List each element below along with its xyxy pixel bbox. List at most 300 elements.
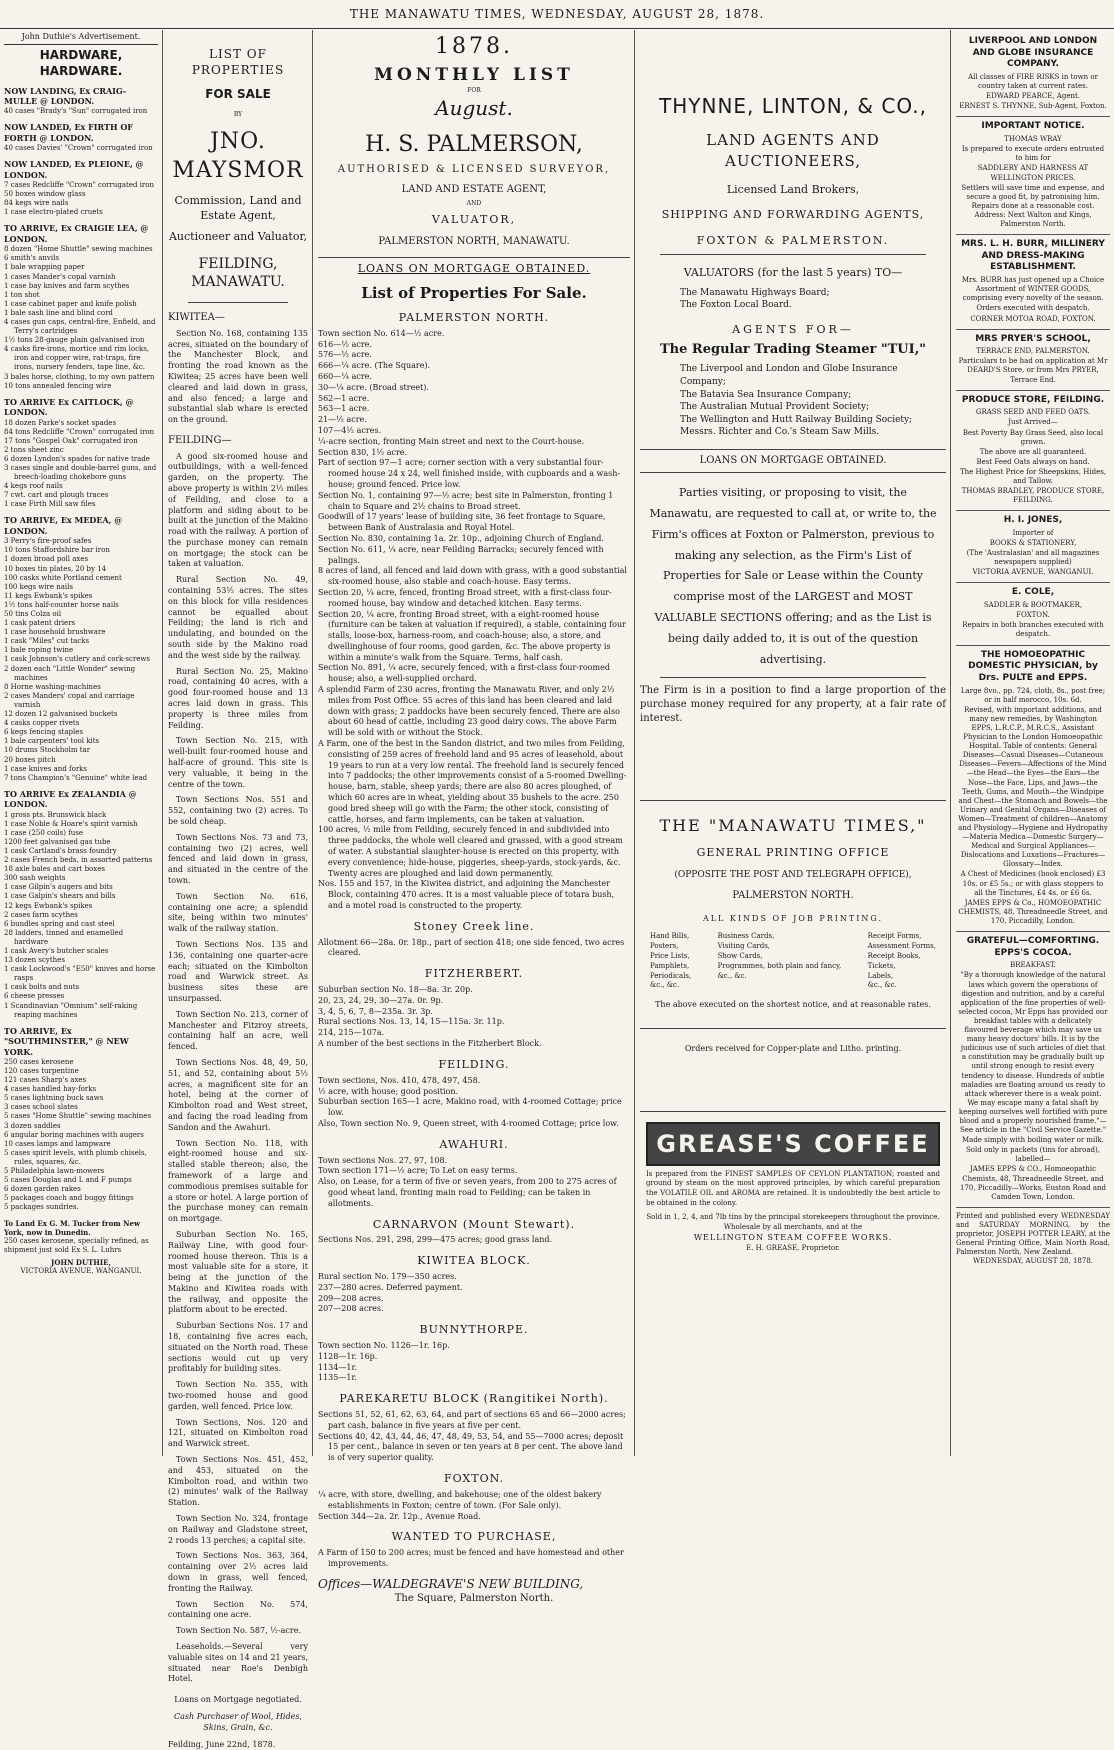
ad-line: Mrs. BURR has just opened up a Choice Assortment of WINTER GOODS, comprising every novelty of the season. [961, 276, 1105, 303]
thynne-brokers: Licensed Land Brokers, [726, 183, 860, 196]
stock-item: 84 tons Redcliffe "Crown" corrugated iron [4, 427, 155, 436]
section-heading: AWAHURI. [439, 1137, 509, 1151]
kiwitea-heading: KIWITEA— [168, 312, 225, 324]
steamer-tui: The Regular Trading Steamer "TUI," [659, 342, 927, 358]
agent-item: Messrs. Richter and Co.'s Steam Saw Mills. [680, 427, 880, 438]
property-line: 666—¼ acre. (The Square). [318, 361, 431, 371]
stock-item: 50 boxes window glass [4, 190, 86, 199]
property-line: Town sections, Nos. 410, 478, 497, 458. [318, 1075, 481, 1085]
property-paragraph: Suburban Sections Nos. 17 and 18, containing five acres each, situated on the North road. These sections would cut up very profitably for building sites. [168, 1321, 308, 1374]
stock-item: 1½ tons half-counter horse nails [4, 600, 119, 609]
stock-item: 2 cases French beds, in assorted patterns [4, 856, 153, 865]
maysmor-place: FEILDING, MANAWATU. [191, 255, 285, 291]
stock-item: 3 Perry's fire-proof safes [4, 537, 92, 546]
property-paragraph: Leaseholds.—Several very valuable sites on 14 and 21 years, situated near Roe's Denbigh Hotel. [168, 1642, 308, 1684]
ad-title: THE HOMOEOPATHIC DOMESTIC PHYSICIAN, by Drs. PULTE and EPPS. [968, 649, 1098, 683]
stock-item: 5 Philadelphia lawn-mowers [4, 1167, 105, 1176]
property-paragraph: Town Section No. 574, containing one acre. [168, 1599, 308, 1620]
property-line: 20, 23, 24, 29, 30—27a. 0r. 9p. [318, 995, 444, 1005]
duthie-column [0, 30, 162, 1456]
stock-item: 8 Horne washing-machines [4, 682, 101, 691]
printing-item: Pamphlets, [650, 961, 690, 970]
agent-item: The Australian Mutual Provident Society; [680, 402, 870, 413]
ad-line: A Chest of Medicines (book enclosed) £3 10s. or £5 5s.; or with glass stoppers to all the Tinctures, £4 4s. or £6 6s. [960, 870, 1106, 897]
valuators-heading: VALUATORS (for the last 5 years) TO— [683, 266, 903, 280]
stock-item: 11 kegs Ewbank's spikes [4, 591, 93, 600]
property-paragraph: Town Sections Nos. 363, 364, containing over 2½ acres laid down in grass, well fenced, fronting the Railway. [168, 1551, 308, 1593]
stock-item: 1 cask patent driers [4, 619, 76, 628]
stock-item: 1 case Noble & Hoare's spirit varnish [4, 819, 138, 828]
offices-address: The Square, Palmerston North. [394, 1592, 554, 1604]
maysmor-date: Feilding, June 22nd, 1878. [168, 1739, 276, 1749]
agent-item: The Wellington and Hutt Railway Building Society; [680, 414, 913, 425]
year: 1878. [435, 34, 513, 59]
maysmor-role-1: Commission, Land and Estate Agent, [174, 194, 302, 222]
printing-item: Business Cards, [717, 932, 775, 941]
ad-title: MRS. L. H. BURR, MILLINERY AND DRESS-MAKING ESTABLISHMENT. [961, 239, 1105, 273]
property-paragraph: Town Section No. 213, corner of Manchester and Fitzroy streets, containing half an acre, well fenced. [168, 1009, 308, 1052]
section-heading: WANTED TO PURCHASE, [391, 1530, 557, 1544]
ad-box [956, 330, 1110, 391]
palmerson-name: H. S. PALMERSON, [365, 131, 583, 157]
ad-box [956, 511, 1110, 583]
printing-column [868, 932, 936, 991]
stock-item: 2 dozen each "Little Wonder" sewing machines [4, 664, 136, 682]
section-heading: NOW LANDING, Ex CRAIG-MULLE @ LONDON. [4, 85, 127, 106]
for-label: FOR [467, 86, 481, 94]
stock-item: 7 tons Champion's "Genuine" white lead [4, 773, 148, 782]
stock-item: 5 packages coach and buggy fittings [4, 1194, 134, 1203]
stock-item: 1 case cabinet paper and knife polish [4, 299, 137, 308]
ad-line: Best Poverty Bay Grass Seed, also local grown. [962, 428, 1104, 446]
property-line: Town section No. 614—½ acre. [318, 328, 445, 338]
ad-line: CORNER MOTOA ROAD, FOXTON. [970, 314, 1096, 323]
stock-item: 2 tons sheet zinc [4, 445, 64, 454]
stock-item: 300 sash weights [4, 874, 66, 883]
printing-item: Tickets, [867, 961, 896, 970]
stock-item: 12 kegs Ewbank's spikes [4, 901, 93, 910]
stock-item: 1 cask Johnson's cutlery and cork-screws [4, 655, 151, 664]
stock-item: 10 boxes tin plates, 20 by 14 [4, 564, 107, 573]
stock-item: 10 cases lamps and lampware [4, 1139, 111, 1148]
property-sections [318, 311, 630, 1570]
property-paragraph: Rural Section No. 25, Makino road, containing 40 acres, with a good four-roomed house and 13 acres laid down in grass. This property is three miles from Feilding. [168, 666, 308, 730]
stock-item: 6 angular boring machines with augers [4, 1130, 144, 1139]
greases-coffee-banner: GREASE'S COFFEE [646, 1122, 940, 1166]
ad-line: FOXTON. [1016, 611, 1050, 620]
property-line: A Farm of 150 to 200 acres; must be fenced and have homestead and other improvements. [318, 1548, 624, 1568]
stock-item: 3 bales horse, clothing, to my own pattern [4, 372, 155, 381]
thynne-column [636, 30, 950, 1456]
stock-item: 1 case Gilpin's augers and bits [4, 883, 113, 892]
stock-item: 18 axle bales and cart boxes [4, 865, 105, 874]
property-line: Section 344—2a. 2r. 12p., Avenue Road. [318, 1511, 481, 1521]
ad-line: Is prepared to execute orders entrusted to him for [961, 145, 1105, 163]
property-paragraph: Town Sections Nos. 551 and 552, containing two (2) acres. To be sold cheap. [168, 795, 308, 827]
greases-wholesale: Wholesale by all merchants, and at the [723, 1222, 863, 1231]
stock-item: 5 packages sundries. [4, 1203, 79, 1212]
ad-line: SADDLERY AND HARNESS AT WELLINGTON PRICES. [977, 164, 1089, 182]
wool-note: Cash Purchaser of Wool, Hides, Skins, Grain, &c. [174, 1711, 302, 1732]
stock-item: 18 dozen Parke's socket spades [4, 418, 117, 427]
printing-item: Receipt Books, [867, 952, 921, 961]
stock-item: 12 dozen 12 galvanised buckets [4, 710, 118, 719]
printing-item: &c., &c. [650, 981, 680, 990]
section-heading: PAREKARETU BLOCK (Rangitikei North). [339, 1392, 609, 1406]
property-line: Section 20, ¼ acre, fenced, fronting Broad street, with a first-class four-roomed house, bay window and detached kitchen. Easy terms. [318, 587, 612, 608]
stock-item: 1 gross pts. Brunswick black [4, 810, 107, 819]
printing-item: Visiting Cards, [717, 942, 771, 951]
opposite-office: (OPPOSITE THE POST AND TELEGRAPH OFFICE), [674, 869, 912, 880]
property-line: Town sections Nos. 27, 97, 108. [318, 1155, 448, 1165]
stock-item: 7 cases Redcliffe "Crown" corrugated iron [4, 181, 154, 190]
copper-plate: Orders received for Copper-plate and Litho. printing. [640, 1028, 946, 1054]
property-line: Sections 51, 52, 61, 62, 63, 64, and part of sections 65 and 66—2000 acres; part cash, balance in five years at five per cent. [318, 1410, 626, 1430]
ad-title: IMPORTANT NOTICE. [981, 121, 1085, 132]
property-paragraph: A good six-roomed house and outbuildings, with a well-fenced garden, on the property. The above property is within 2½ miles of Feilding, and close to a platform and siding about to be built at the junction of the Makino road with the railway. A portion of the purchase money can remain on mortgage; the stock can be taken at valuation. [168, 451, 308, 569]
property-paragraph: Town Section No. 118, with eight-roomed house and six-stalled stable thereon; also, the framework of a large and commodious premises suitable for a store or hotel. A large portion of the purchase money can remain on mortgage. [168, 1138, 308, 1224]
property-paragraph: Town Sections Nos. 451, 452, and 453, situated on the Kimbolton road, and within two (2) minutes' walk of the Railway Station. [168, 1455, 308, 1508]
valuator-item: The Manawatu Highways Board; [680, 287, 830, 298]
ad-title: PRODUCE STORE, FEILDING. [961, 394, 1105, 405]
property-paragraph: Town Sections, Nos. 120 and 121, situated on Kimbolton road and Warwick street. [168, 1417, 308, 1449]
property-line: 660—¼ acre. [318, 371, 372, 381]
property-line: Sections 40, 42, 43, 44, 46, 47, 48, 49, 53, 54, and 55—7000 acres; deposit 15 per cent., balance in seven or ten years at 8 per cent. The above land is of very superior quality. [318, 1431, 624, 1463]
stock-item: 6 cheese presses [4, 992, 65, 1001]
greases-proprietor: E. H. GREASE, Proprietor. [746, 1243, 840, 1252]
agents-heading: AGENTS FOR— [732, 322, 854, 336]
ad-line: Made simply with boiling water or milk. [961, 1136, 1105, 1145]
property-line: 562—1 acre. [318, 393, 370, 403]
stock-item: 1 ton shot [4, 290, 40, 299]
printing-column [650, 932, 691, 991]
section-heading: TO ARRIVE Ex ZEALANDIA @ LONDON. [4, 788, 137, 810]
printing-item: Programmes, both plain and fancy, [717, 961, 842, 970]
property-paragraph: Section No. 168, containing 135 acres, situated on the boundary of the Manchester Block, and fronting the road known as the Kiwitea; 25 acres have been well cleared and laid down in grass, and also fenced; a large and substantial slab whare is erected on the ground. [168, 328, 308, 425]
stock-item: 3 dozen saddles [4, 1121, 61, 1130]
property-line: A Farm, one of the best in the Sandon district, and two miles from Feilding, consisting of 259 acres of freehold land and 95 acres of leasehold, about 19 years to run at a very low rental. The freehold land is securely fenced into 7 paddocks; the other improvements consist of a 5-roomed Dwelling-house, barn, stable, sheep yards; there are also 80 acres ploughed, of which 60 acres are in wheat, yielding about 35 bushels to the acre. 250 good bred sheep will go with the Farm; the other stock, consisting of cattle, horses, and farm implements, can be taken at valuation. [318, 739, 627, 824]
stock-item: 120 cases turpentine [4, 1067, 79, 1075]
mortgage-note: Loans on Mortgage negotiated. [174, 1695, 302, 1705]
property-line: 616—½ acre. [318, 339, 372, 349]
property-line: Section No. 830, containing 1a. 2r. 10p., adjoining Church of England. [318, 533, 604, 543]
thynne-shipping: SHIPPING AND FORWARDING AGENTS, [661, 208, 925, 222]
property-line: 1134—1r. [318, 1362, 357, 1372]
section-heading: TO ARRIVE, Ex CRAIGIE LEA, @ LONDON. [4, 223, 149, 244]
ad-line: THOMAS WRAY [1004, 135, 1062, 144]
ad-line: Revised, with important additions, and many new remedies, by Washington EPPS, L.R.C.P., M.R.C.S., Assistant Physician to the London Homoeopathic Hospital. Table of contents: General Diseases—Casual Diseases—Cutaneous Diseases—Fevers—Affections of the Mind—the Head—the Eyes—the Ears—the Nose—the Face, Lips, and Jaws—the Teeth, Gums, and Mouth—the Windpipe and Chest—the Stomach and Bowels—the Urinary and Genital Organs—Diseases of Women—Treatment of children—Anatomy and Physiology—Hygiene and Hydropathy—Materia Medica—Domestic Surgery—Medical and Surgical Appliances—Dislocations and Luxations—Fractures—Glossary—Index. [958, 705, 1108, 869]
stock-item: 1½ tons 28-gauge plain galvanised iron [4, 336, 145, 345]
palmerson-role-1: AUTHORISED & LICENSED SURVEYOR, [337, 164, 611, 176]
ad-line: Large 8vo., pp. 724, cloth, 8s., post free; or in half morocco, 10s. 6d. [960, 686, 1106, 704]
stock-item: 1 cases Mander's copal varnish [4, 272, 116, 281]
duthie-title: John Duthie's Advertisement. [4, 32, 158, 45]
by-label: BY [233, 110, 243, 118]
stock-item: 100 kegs wire nails [4, 582, 73, 591]
ad-line: SADDLER & BOOTMAKER, [983, 601, 1083, 610]
printing-office: GENERAL PRINTING OFFICE [696, 846, 890, 860]
times-title: THE "MANAWATU TIMES," [659, 815, 927, 835]
stock-item: 4 casks fire-irons, mortice and rim locks, iron and copper wire, rat-traps, fire irons, nursery fenders, tape line, &c. [4, 345, 150, 372]
ad-line: Just Arrived— [1008, 418, 1058, 427]
ad-line: VICTORIA AVENUE, WANGANUI. [972, 568, 1094, 577]
property-paragraph: Town Section No. 355, with two-roomed house and good garden, well fenced. Price low. [168, 1380, 308, 1411]
stock-item: 5 cases lightning buck saws [4, 1094, 104, 1103]
ad-line: Repairs in both branches executed with despatch. [962, 621, 1104, 639]
stock-item: 84 kegs wire nails [4, 199, 69, 208]
thynne-role: LAND AGENTS AND AUCTIONEERS, [706, 131, 880, 170]
ad-title: E. COLE, [1011, 587, 1055, 598]
agents-list [680, 363, 946, 439]
stock-item: 20 boxes pitch [4, 755, 56, 764]
hardware-heading: HARDWARE, HARDWARE. [39, 48, 123, 78]
property-line: 237—280 acres. Deferred payment. [318, 1282, 463, 1292]
column-rule [162, 30, 163, 1456]
property-paragraph: Rural Section No. 49, containing 53½ acres. The sites on this block for villa residences cannot be equalled about Feilding; the land is rich and undulating, and bounded on the south side by the Makino road and the west side by the railway. [168, 575, 308, 660]
stock-item: 1 case electro-plated cruets [4, 208, 103, 217]
palmerson-role-3: VALUATOR, [431, 212, 517, 226]
list-of-properties-title: LIST OF PROPERTIES [191, 47, 285, 78]
ad-line: BOOKS & STATIONERY, [989, 539, 1077, 548]
stock-item: 40 cases "Brady's "Sun" corrugated iron [4, 107, 148, 116]
palmerson-column [314, 30, 634, 1604]
property-line: Goodwill of 17 years' lease of building site, 36 feet frontage to Square, between Bank of Australasia and Royal Hotel. [318, 512, 606, 533]
printing-item: &c., &c. [717, 971, 747, 980]
separator [660, 254, 926, 255]
ad-line: Orders executed with despatch. [976, 304, 1090, 313]
duthie-sections [4, 86, 158, 1213]
property-paragraph: Town Sections Nos. 48, 49, 50, 51, and 52, containing about 5½ acres, a magnificent site for an hotel, being at the corner of Kimbolton road and West street, and facing the road leading from Sandon and the Awahuri. [168, 1057, 308, 1132]
property-line: 30—¼ acre. (Broad street). [318, 382, 429, 392]
property-paragraph: Town Sections Nos. 135 and 136, containing one quarter-acre each; situated on the Kimbolton road and Warwick street. As business sites these are unsurpassed. [168, 939, 308, 1003]
property-line: Sections Nos. 291, 298, 299—475 acres; good grass land. [318, 1235, 553, 1245]
property-line: 1128—1r. 16p. [318, 1351, 378, 1361]
ad-box [956, 583, 1110, 645]
stock-item: 1 cask Avery's butcher scales [4, 946, 109, 955]
list-title: List of Properties For Sale. [361, 283, 587, 302]
printing-item: Show Cards, [717, 952, 763, 961]
stock-item: 4 casks copper rivets [4, 719, 80, 728]
duthie-name: JOHN DUTHIE, [51, 1257, 111, 1267]
stock-item: 1 case Galpin's shears and bills [4, 892, 116, 901]
palmerson-role-2: LAND AND ESTATE AGENT, [401, 183, 547, 195]
section-heading: PALMERSTON NORTH. [398, 310, 550, 324]
section-heading: CARNARVON (Mount Stewart). [372, 1217, 576, 1231]
section-heading: FEILDING. [438, 1057, 510, 1071]
ad-line: ERNEST S. THYNNE, Sub-Agent, Foxton. [959, 102, 1107, 111]
column-rule [634, 30, 635, 1456]
shortest-notice: The above executed on the shortest notice, and at reasonable rates. [655, 1000, 931, 1010]
property-line: Section 20, ¼ acre, fronting Broad street, with a eight-roomed house (furniture can be taken at valuation if required), a stable, containing four stalls, loose-box, harness-room, and coach-house; also, a store, and dwellinghouse of four rooms, good garden, &c. The above property is within a minute's walk from the Square. Terms, half cash. [318, 609, 626, 662]
stock-item: 1 cask "Miles" cut tacks [4, 637, 90, 646]
stock-item: 6 dozen Lyndon's spades for native trade [4, 454, 150, 463]
printing-item: Hand Bills, [650, 932, 690, 941]
duthie-footer-2: 250 cases kerosene, specially refined, as shipment just sold Ex S. L. Luhrs [4, 1236, 149, 1254]
thynne-place: FOXTON & PALMERSTON. [696, 233, 890, 247]
property-line: A number of the best sections in the Fitzherbert Block. [318, 1039, 542, 1049]
stock-item: 4 kegs roof nails [4, 482, 63, 491]
stock-item: 10 tons annealed fencing wire [4, 381, 112, 390]
printing-item: Assessment Forms, [867, 942, 936, 951]
property-line: 563—1 acre. [318, 404, 370, 414]
ad-line: EDWARD PEARCE, Agent. [985, 92, 1081, 101]
property-line: Part of section 97—1 acre; corner section with a very substantial four-roomed house 24 x 24, well finished inside, with cupboards and a wash-house; ground fenced. Price low. [318, 458, 621, 489]
printing-item: Posters, [650, 942, 679, 951]
property-paragraph: Town Sections Nos. 73 and 73, containing two (2) acres, well fenced and laid down in grass, and situated in the centre of the town. [168, 832, 308, 885]
feilding-paragraphs [168, 452, 308, 1686]
stock-item: 1 case household brushware [4, 628, 106, 637]
printing-item: Price Lists, [650, 952, 690, 961]
stock-item: 1 bale sash line and blind cord [4, 308, 113, 317]
stock-item: 6 dozen garden rakes [4, 1185, 81, 1194]
ad-line: TERRACE END, PALMERSTON. [976, 347, 1090, 356]
stock-item: 40 cases Davies' "Crown" corrugated iron [4, 144, 153, 153]
ad-line: (The 'Australasian' and all magazines newspapers supplied) [966, 549, 1100, 567]
monthly-list-heading: MONTHLY LIST [374, 64, 574, 85]
feilding-heading: FEILDING— [168, 435, 232, 447]
valuators-list [680, 287, 946, 312]
property-line: A splendid Farm of 230 acres, fronting the Manawatu River, and only 2½ miles from Post Office. 55 acres of this land has been cleared and laid down with grass; 2 paddocks have been securely fenced. There are also about 60 head of cattle, including 23 good dairy cows. The above Farm will be sold with or without the Stock. [318, 685, 620, 738]
imprint-date: WEDNESDAY, AUGUST 28, 1878. [972, 1257, 1094, 1266]
property-line: Rural section No. 179—350 acres. [318, 1272, 457, 1282]
stock-item: 1 cask Cartland's brass foundry [4, 846, 117, 855]
stock-item: 10 drums Stockholm tar [4, 746, 91, 755]
ad-title: H. I. JONES, [1003, 515, 1063, 526]
stock-item: 17 tons "Gospel Oak" corrugated iron [4, 436, 138, 445]
maysmor-column [164, 30, 312, 1749]
section-heading: Stoney Creek line. [413, 919, 535, 933]
loans-heading: LOANS ON MORTGAGE OBTAINED. [318, 257, 630, 277]
property-line: 8 acres of land, all fenced and laid down with grass, with a good substantial six-roomed house, also stable and coach-house. Easy terms. [318, 566, 627, 587]
ad-box [956, 391, 1110, 512]
thynne-loans: LOANS ON MORTGAGE OBTAINED. [640, 449, 946, 473]
stock-item: 1 case bay knives and farm scythes [4, 281, 130, 290]
ad-line: JAMES EPPS & CO., Homoeopathic Chemists, 48, Threadneedle Street, and 170, Piccadilly—Works, Euston Road and Camden Town, London. [960, 1165, 1106, 1201]
section-heading: TO ARRIVE, Ex "SOUTHMINSTER," @ NEW YORK. [4, 1025, 129, 1057]
maysmor-name: JNO. MAYSMOR [172, 128, 304, 184]
property-line: Town section 171—½ acre; To Let on easy terms. [318, 1166, 518, 1176]
property-line: Section No. 1, containing 97—½ acre; best site in Palmerston, fronting 1 chain to Square and 2½ chains to Broad street. [318, 490, 614, 511]
separator [188, 302, 288, 303]
printing-column [718, 932, 842, 991]
ad-box [956, 932, 1110, 1208]
property-paragraph: Town Section No. 587, ½-acre. [176, 1626, 301, 1636]
property-paragraph: Town Section No. 616, containing one acre; a splendid site, being within two minutes' walk of the railway station. [168, 891, 308, 934]
stock-item: 10 tons Staffordshire bar iron [4, 546, 110, 555]
stock-item: 4 cases gun caps, central-fire, Enfield, and Terry's cartridges [4, 318, 156, 336]
month-heading: August. [435, 95, 513, 120]
property-line: Section No. 611, ¼ acre, near Feilding Barracks; securely fenced with palings. [318, 544, 604, 565]
property-line: 207—208 acres. [318, 1304, 384, 1314]
stock-item: 28 ladders, tinned and enamelled hardware [4, 928, 124, 946]
ad-box [956, 646, 1110, 933]
section-heading: BUNNYTHORPE. [419, 1323, 529, 1337]
ad-title: GRATEFUL—COMFORTING. EPPS'S COCOA. [966, 936, 1100, 958]
stock-item: 5 cases "Home Shuttle" sewing machines [4, 1112, 152, 1121]
stock-item: 1 case Firth Mill saw files [4, 500, 96, 509]
small-ads-column [952, 30, 1114, 1456]
ad-line: GRASS SEED AND FEED OATS. [975, 408, 1091, 417]
section-heading: FITZHERBERT. [424, 967, 524, 981]
section-heading: KIWITEA BLOCK. [417, 1254, 531, 1268]
stock-item: 4 cases handled hay-forks [4, 1085, 97, 1094]
property-line: Suburban section 165—1 acre, Makino road, with 4-roomed Cottage; price low. [318, 1097, 622, 1118]
stock-item: 2 cases farm scythes [4, 910, 78, 919]
greases-works: WELLINGTON STEAM COFFEE WORKS. [693, 1233, 893, 1243]
printing-item: Periodicals, [650, 971, 692, 980]
ad-line: Importer of [1012, 528, 1054, 537]
parties-notice: Parties visiting, or proposing to visit, the Manawatu, are requested to call at, or write to, the Firm's offices at Foxton or Palmerston, previous to making any selection, as the Firm's List of Properties for Sale or Lease within the County comprise most of the LARGEST and MOST VALUABLE SECTIONS offering; and as the List is being daily added to, it is out of the question advertising. [649, 485, 937, 667]
stock-item: 8 dozen "Home Shuttle" sewing machines [4, 245, 153, 254]
stock-item: 1 Scandinavian "Omnium" self-raking reaping machines [4, 1001, 138, 1019]
stock-item: 250 cases kerosene [4, 1057, 74, 1066]
duthie-address: VICTORIA AVENUE, WANGANUI. [20, 1266, 142, 1275]
property-line: 21—½ acre. [318, 415, 367, 425]
property-line: Suburban section No. 18—8a. 3r. 20p. [318, 985, 473, 995]
stock-item: 1 cask bolts and nuts [4, 983, 80, 992]
column-rule [950, 30, 951, 1456]
job-printing: ALL KINDS OF JOB PRINTING. [702, 914, 884, 924]
ad-line: The above are all guaranteed. [979, 447, 1087, 456]
small-ads-list [956, 32, 1110, 1208]
section-heading: NOW LANDED, Ex PLEIONE, @ LONDON. [4, 159, 144, 180]
ad-line: The Highest Price for Sheepskins, Hides, and Tallow. [959, 467, 1107, 485]
agent-item: The Batavia Sea Insurance Company; [680, 389, 852, 400]
stock-item: 1 dozen broad poll axes [4, 555, 89, 564]
stock-item: 121 cases Sharp's axes [4, 1076, 87, 1085]
property-line: Also, on Lease, for a term of five or seven years, from 200 to 275 acres of good wheat land, fronting main road to Feilding; can be taken in allotments. [318, 1177, 617, 1208]
section-heading: NOW LANDED, Ex FIRTH OF FORTH @ LONDON. [4, 122, 133, 143]
stock-item: 1 cask Lockwood's "E50" knives and horse rasps [4, 965, 156, 983]
section-heading: TO ARRIVE Ex CAITLOCK, @ LONDON. [4, 396, 134, 418]
section-heading: TO ARRIVE, Ex MEDEA, @ LONDON. [4, 515, 123, 536]
stock-item: 3 cases school slates [4, 1103, 78, 1112]
stock-item: 13 dozen scythes [4, 956, 65, 965]
stock-item: 1 case (250 coils) fuse [4, 828, 84, 837]
palmerston-north: PALMERSTON NORTH. [732, 890, 854, 902]
palmerson-place: PALMERSTON NORTH, MANAWATU. [378, 236, 570, 248]
duthie-footer-1: To Land Ex G. M. Tucker from New York, now in Dunedin. [4, 1218, 140, 1237]
property-line: Rural sections Nos. 13, 14, 15—115a. 3r. 11p. [318, 1017, 505, 1027]
property-line: 214, 215—107a. [318, 1028, 385, 1038]
ad-line: BREAKFAST. [1010, 961, 1056, 970]
offices: Offices—WALDEGRAVE'S NEW BUILDING, [318, 1576, 584, 1591]
property-line: ¼ acre, with store, dwelling, and bakehouse; one of the oldest bakery establishments in Foxton; centre of town. (For Sale only). [318, 1489, 602, 1510]
property-line: Town section No. 1126—1r. 16p. [318, 1341, 450, 1351]
property-line: Section No. 891, ¼ acre, securely fenced, with a first-class four-roomed house; also, a well-supplied orchard. [318, 663, 610, 684]
greases-sold: Sold in 1, 2, 4, and 7lb tins by the principal storekeepers throughout the province. [646, 1212, 940, 1221]
stock-item: 3 cases single and double-barrel guns, and breech-loading chokebore guns [4, 464, 157, 482]
printing-list [650, 932, 936, 991]
property-line: ½ acre, with house; good position. [318, 1086, 459, 1096]
ad-box [956, 32, 1110, 117]
stock-item: 6 kegs fencing staples [4, 728, 84, 737]
ad-line: Sold only in packets (tins for abroad), labelled— [966, 1146, 1100, 1164]
stock-item: 1200 feet galvanised gas tube [4, 837, 111, 846]
property-line: Nos. 155 and 157, in the Kiwitea district, and adjoining the Manchester Block, containing 470 acres. It is a most valuable piece of totara bush, and a motel road is constructed to the property. [318, 879, 615, 911]
property-line: 3, 4, 5, 6, 7, 8—235a. 3r. 3p. [318, 1006, 433, 1016]
masthead: THE MANAWATU TIMES, WEDNESDAY, AUGUST 28, 1878. [0, 0, 1114, 29]
property-paragraph: Town Section No. 324, frontage on Railway and Gladstone street, 2 roods 13 perches; a capital site. [168, 1514, 308, 1545]
property-paragraph: Suburban Section No. 165, Railway Line, with good four-roomed house thereon. This is a most valuable site for a store, it being at the junction of the Makino and Kiwitea roads with the railway, and opposite the platform about to be erected. [168, 1229, 308, 1315]
ad-line: Settlers will save time and expense, and secure a good fit, by patronising him. Repairs done at a reasonable cost. Address: Next Walton and Kings, Palmerston North. [961, 183, 1105, 228]
ad-title: LIVERPOOL AND LONDON AND GLOBE INSURANCE COMPANY. [968, 36, 1098, 70]
property-line: 1135—1r. [318, 1373, 357, 1383]
stock-item: 7 cwt. cart and plough traces [4, 491, 109, 500]
valuator-item: The Foxton Local Board. [680, 300, 792, 311]
property-line: 209—208 acres. [318, 1293, 384, 1303]
agent-item: The Liverpool and London and Globe Insurance Company; [680, 364, 898, 387]
